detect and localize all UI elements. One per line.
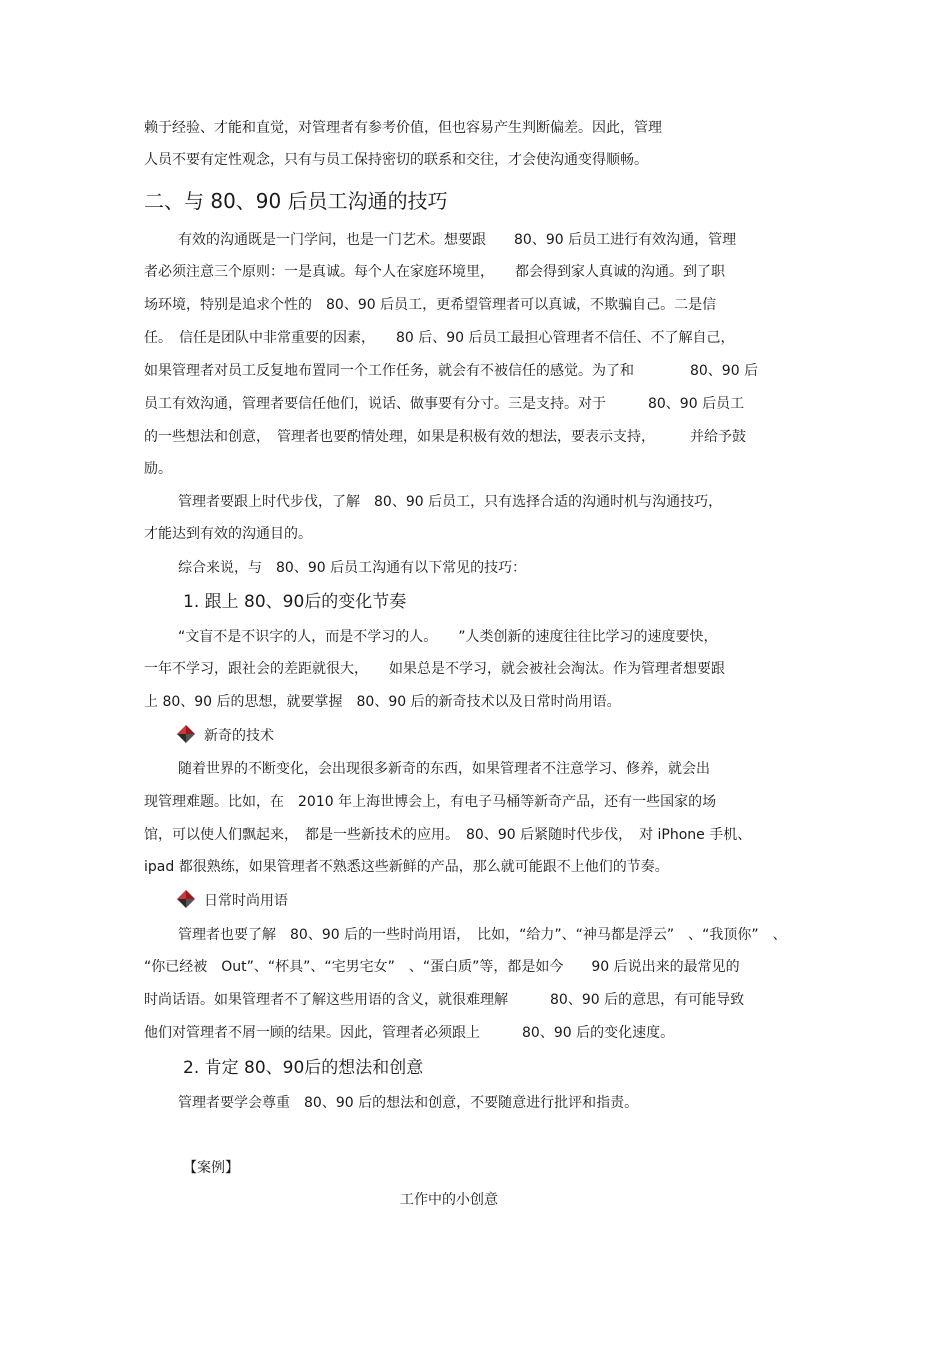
para1-line-3: 场环境，特别是追求个性的 80、90 后员工，更希望管理者可以真诚，不欺骗自己。二是信 bbox=[144, 297, 717, 313]
sub-heading-1: 1. 跟上 80、90后的变化节奏 bbox=[183, 592, 407, 612]
para7-line: 管理者要学会尊重 80、90 后的想法和创意，不要随意进行批评和指责。 bbox=[178, 1095, 639, 1111]
para6-line-2: “你已经被 Out”、“杯具”、“宅男宅女” 、“蛋白质”等，都是如今 90 后说出来的最常见的 bbox=[144, 959, 740, 975]
para1-line-4: 任。 信任是团队中非常重要的因素， 80 后、90 后员工最担心管理者不信任、不了解自己， bbox=[144, 330, 735, 346]
bullet2-label: 日常时尚用语 bbox=[204, 893, 288, 909]
section-heading: 二、与 80、90 后员工沟通的技巧 bbox=[144, 189, 448, 213]
para5-line-2: 现管理难题。比如，在 2010 年上海世博会上，有电子马桶等新奇产品，还有一些国家的场 bbox=[144, 794, 717, 810]
para4-line-1: “文盲不是不识字的人，而是不学习的人。 ”人类创新的速度往往比学习的速度要快， bbox=[178, 629, 718, 645]
para5-line-1: 随着世界的不断变化，会出现很多新奇的东西，如果管理者不注意学习、修养，就会出 bbox=[178, 761, 710, 777]
sub-heading-2: 2. 肯定 80、90后的想法和创意 bbox=[183, 1058, 424, 1078]
para5-line-4: ipad 都很熟练，如果管理者不熟悉这些新鲜的产品，那么就可能跟不上他们的节奏。 bbox=[144, 859, 669, 875]
para1-line-7: 的一些想法和创意， 管理者也要酌情处理，如果是积极有效的想法，要表示支持， 并给予鼓 bbox=[144, 429, 746, 445]
para1-line-1: 有效的沟通既是一门学问，也是一门艺术。想要跟 80、90 后员工进行有效沟通，管理 bbox=[178, 232, 737, 248]
para6-line-4: 他们对管理者不屑一顾的结果。因此，管理者必须跟上 80、90 后的变化速度。 bbox=[144, 1025, 675, 1041]
para1-line-2: 者必须注意三个原则：一是真诚。每个人在家庭环境里， 都会得到家人真诚的沟通。到了职 bbox=[144, 264, 725, 280]
diamond-arrow-icon bbox=[177, 725, 193, 741]
para1-line-8: 励。 bbox=[144, 461, 172, 477]
intro-line-2: 人员不要有定性观念，只有与员工保持密切的联系和交往，才会使沟通变得顺畅。 bbox=[144, 152, 648, 168]
case-label: 【案例】 bbox=[183, 1160, 239, 1176]
para6-line-3: 时尚话语。如果管理者不了解这些用语的含义，就很难理解 80、90 后的意思，有可能导致 bbox=[144, 992, 745, 1008]
bullet1-label: 新奇的技术 bbox=[204, 728, 274, 744]
para4-line-3: 上 80、90 后的思想，就要掌握 80、90 后的新奇技术以及日常时尚用语。 bbox=[144, 694, 621, 710]
para6-line-1: 管理者也要了解 80、90 后的一些时尚用语， 比如，“给力”、“神马都是浮云” 、“我顶你” 、 bbox=[178, 927, 787, 943]
intro-line-1: 赖于经验、才能和直觉，对管理者有参考价值，但也容易产生判断偏差。因此，管理 bbox=[144, 120, 662, 136]
diamond-arrow-icon bbox=[177, 890, 193, 906]
para2-line-2: 才能达到有效的沟通目的。 bbox=[144, 526, 312, 542]
para1-line-6: 员工有效沟通，管理者要信任他们，说话、做事要有分寸。三是支持。对于 80、90 后员工 bbox=[144, 396, 745, 412]
para1-line-5: 如果管理者对员工反复地布置同一个工作任务，就会有不被信任的感觉。为了和 80、90 后 bbox=[144, 363, 759, 379]
para4-line-2: 一年不学习，跟社会的差距就很大， 如果总是不学习，就会被社会淘汰。作为管理者想要跟 bbox=[144, 661, 725, 677]
para2-line-1: 管理者要跟上时代步伐，了解 80、90 后员工，只有选择合适的沟通时机与沟通技巧， bbox=[178, 494, 723, 510]
para5-line-3: 馆，可以使人们飘起来， 都是一些新技术的应用。 80、90 后紧随时代步伐， 对 iPhone 手机、 bbox=[144, 827, 752, 843]
case-title: 工作中的小创意 bbox=[400, 1192, 498, 1208]
para3-line: 综合来说，与 80、90 后员工沟通有以下常见的技巧： bbox=[178, 560, 527, 576]
